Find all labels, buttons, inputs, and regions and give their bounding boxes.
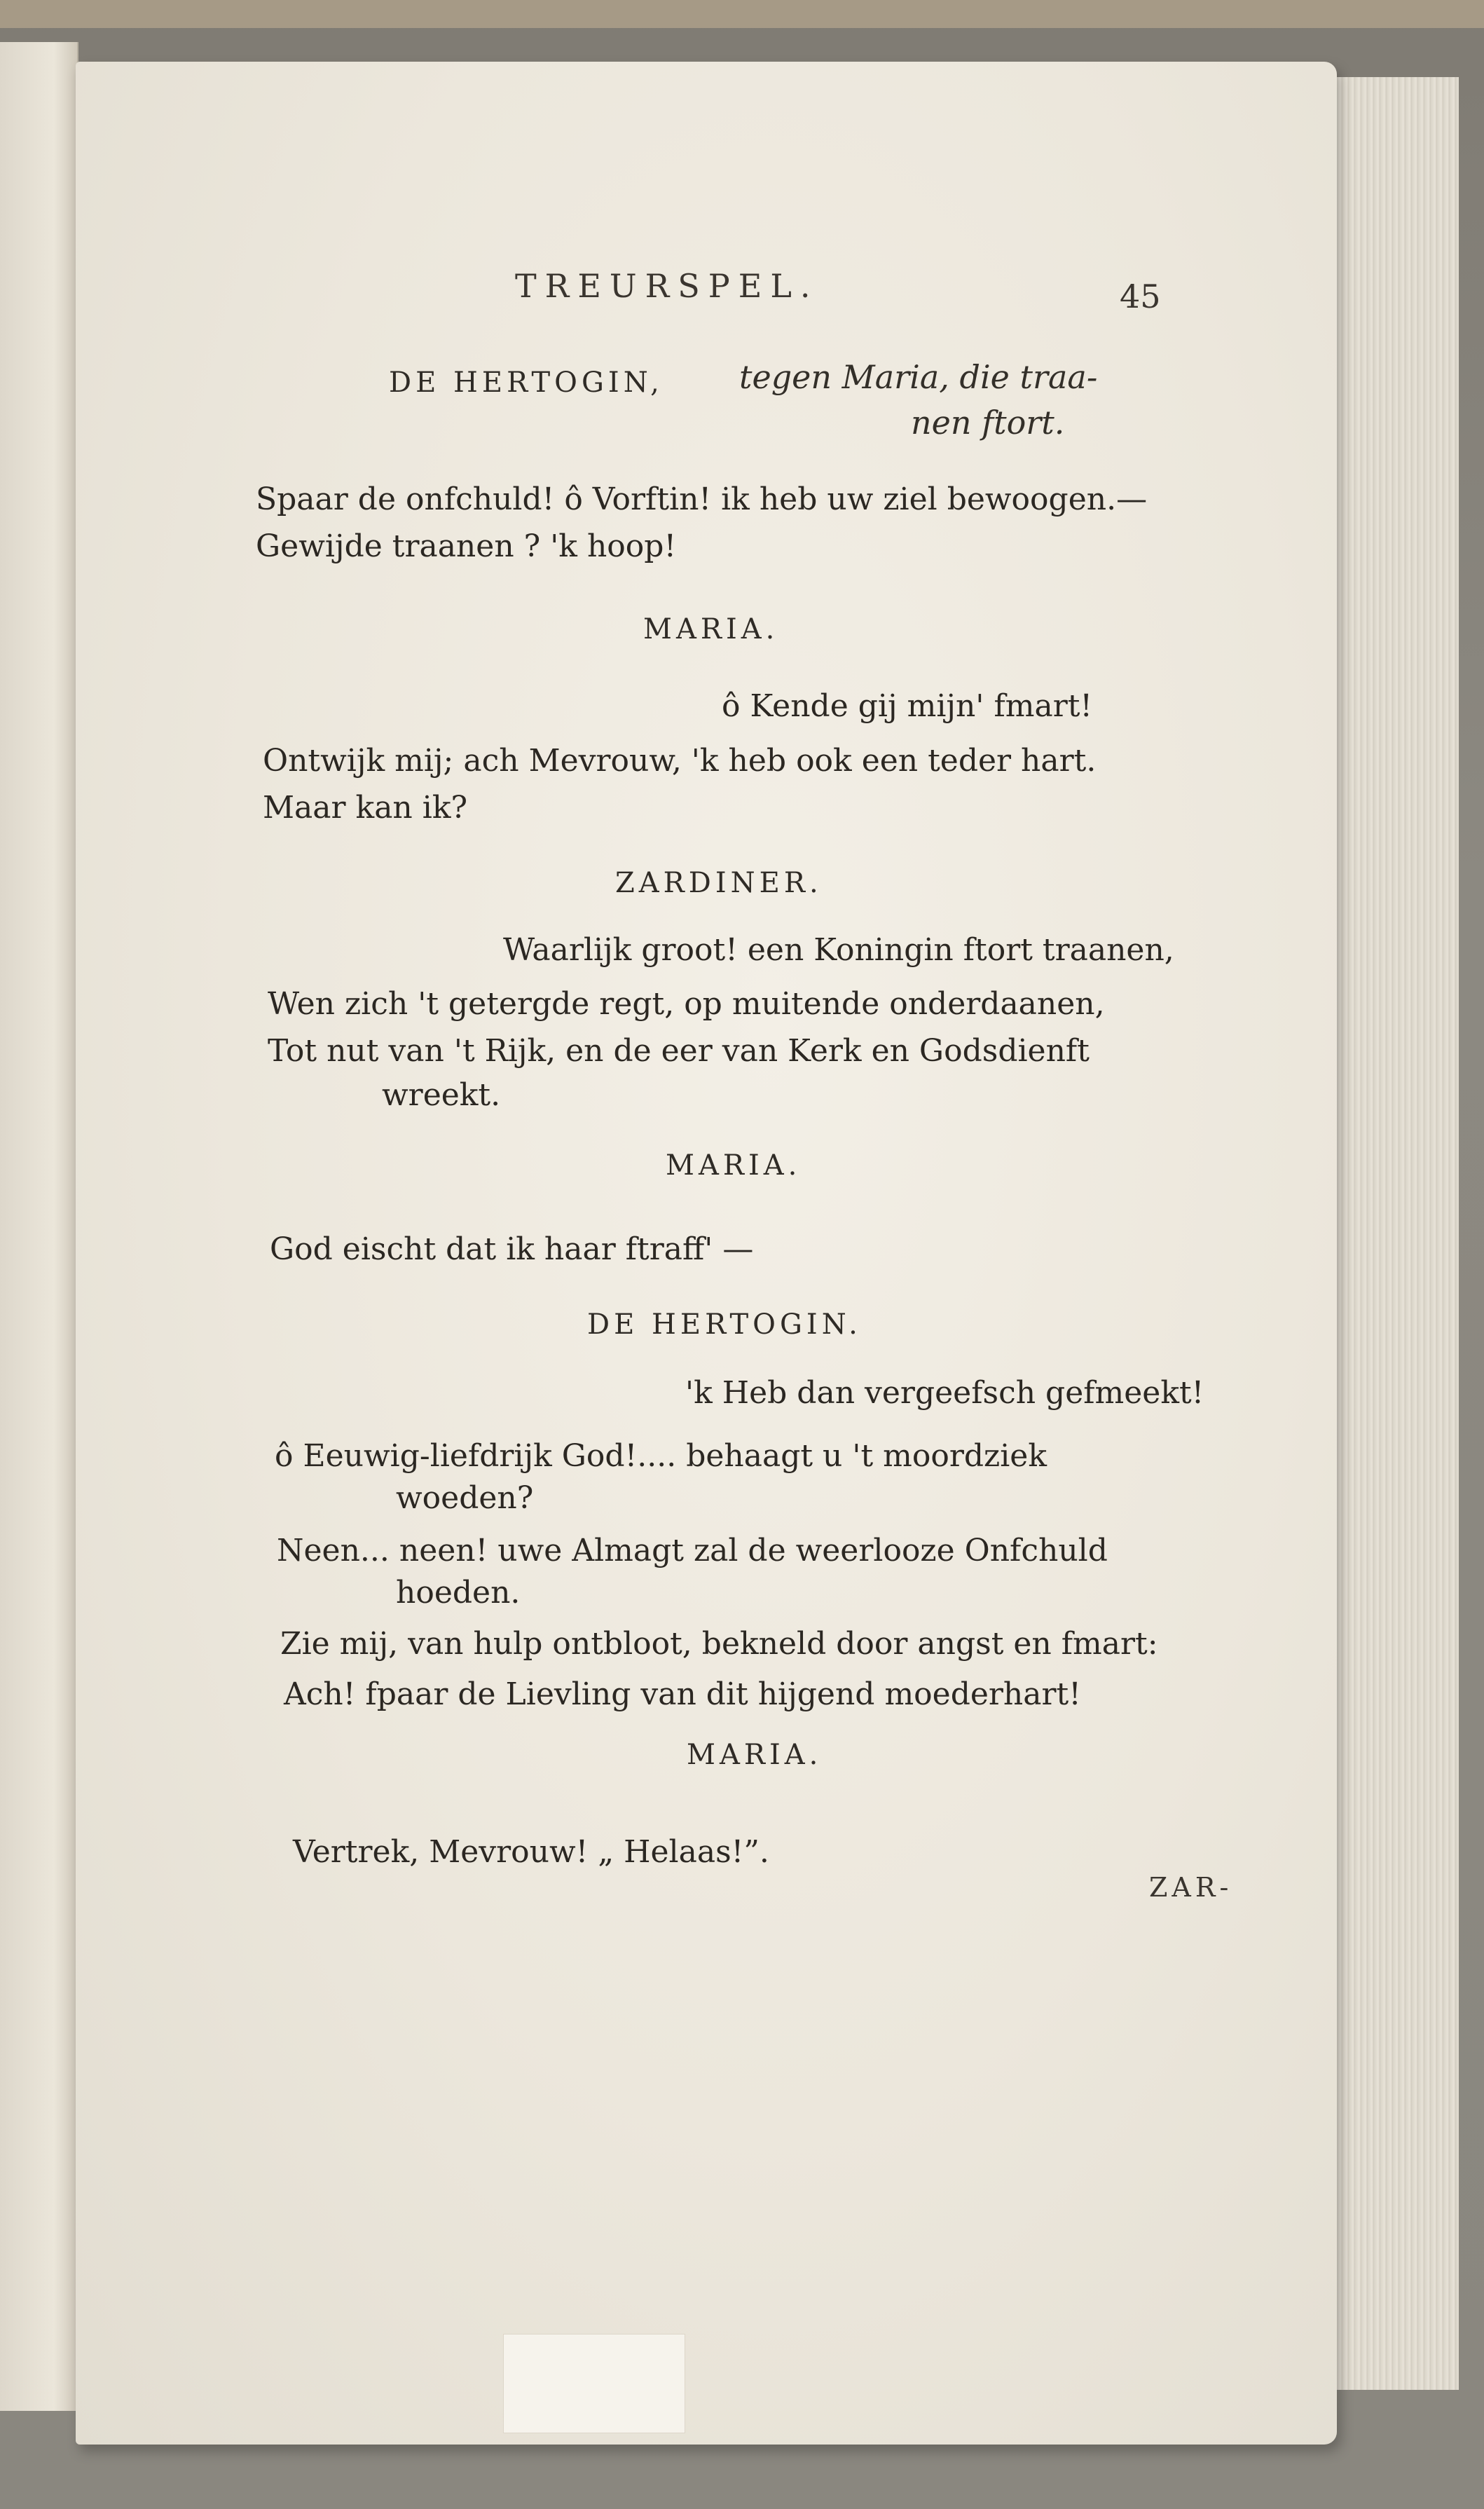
verse-line: 'k Heb dan vergeefsch gefmeekt! — [685, 1375, 1204, 1411]
verse-line: Zie mij, van hulp ontbloot, bekneld door angst en fmart: — [280, 1626, 1158, 1662]
speaker-heading: ZARDINER. — [615, 867, 823, 899]
verse-line: Spaar de onfchuld! ô Vorftin! ik heb uw ziel bewoogen.— — [256, 481, 1148, 517]
speaker-heading: MARIA. — [687, 1739, 823, 1771]
speaker-heading: MARIA. — [643, 613, 779, 645]
stage-direction-speaker: DE HERTOGIN, — [389, 367, 664, 399]
page-number: 45 — [1120, 278, 1161, 315]
speaker-heading: DE HERTOGIN. — [587, 1308, 862, 1341]
verse-line: Tot nut van 't Rijk, en de eer van Kerk en Godsdienft — [268, 1033, 1090, 1069]
verse-line: hoeden. — [396, 1575, 521, 1611]
verse-line: Wen zich 't getergde regt, op muitende onderdaanen, — [268, 986, 1105, 1022]
verse-line: Waarlijk groot! een Koningin ftort traanen, — [503, 932, 1174, 968]
paper-sticker — [503, 2334, 685, 2433]
verse-line: ô Eeuwig-liefdrijk God!.... behaagt u 't moordziek — [275, 1438, 1047, 1474]
verse-line: God eischt dat ik haar ftraff' — — [270, 1231, 754, 1267]
verse-line: Vertrek, Mevrouw! „ Helaas!”. — [293, 1834, 769, 1870]
verse-line: Maar kan ik? — [263, 790, 468, 826]
top-strip — [0, 0, 1484, 28]
verse-line: wreekt. — [382, 1077, 501, 1113]
left-page-edge — [0, 42, 78, 2411]
stage-direction-line-2: nen ftort. — [911, 404, 1065, 442]
catchword: ZAR- — [1149, 1872, 1233, 1903]
verse-line: Gewijde traanen ? 'k hoop! — [256, 528, 677, 564]
verse-line: woeden? — [396, 1480, 534, 1516]
verse-line: Neen... neen! uwe Almagt zal de weerlooze Onfchuld — [277, 1533, 1108, 1568]
speaker-heading: MARIA. — [666, 1149, 802, 1182]
stage-direction-line-1: tegen Maria, die traa- — [739, 358, 1098, 396]
verse-line: Ontwijk mij; ach Mevrouw, 'k heb ook een teder hart. — [263, 743, 1097, 779]
verse-line: Ach! fpaar de Lievling van dit hijgend moederhart! — [284, 1676, 1081, 1712]
running-head: TREURSPEL. — [515, 267, 819, 305]
verse-line: ô Kende gij mijn' fmart! — [722, 688, 1093, 724]
